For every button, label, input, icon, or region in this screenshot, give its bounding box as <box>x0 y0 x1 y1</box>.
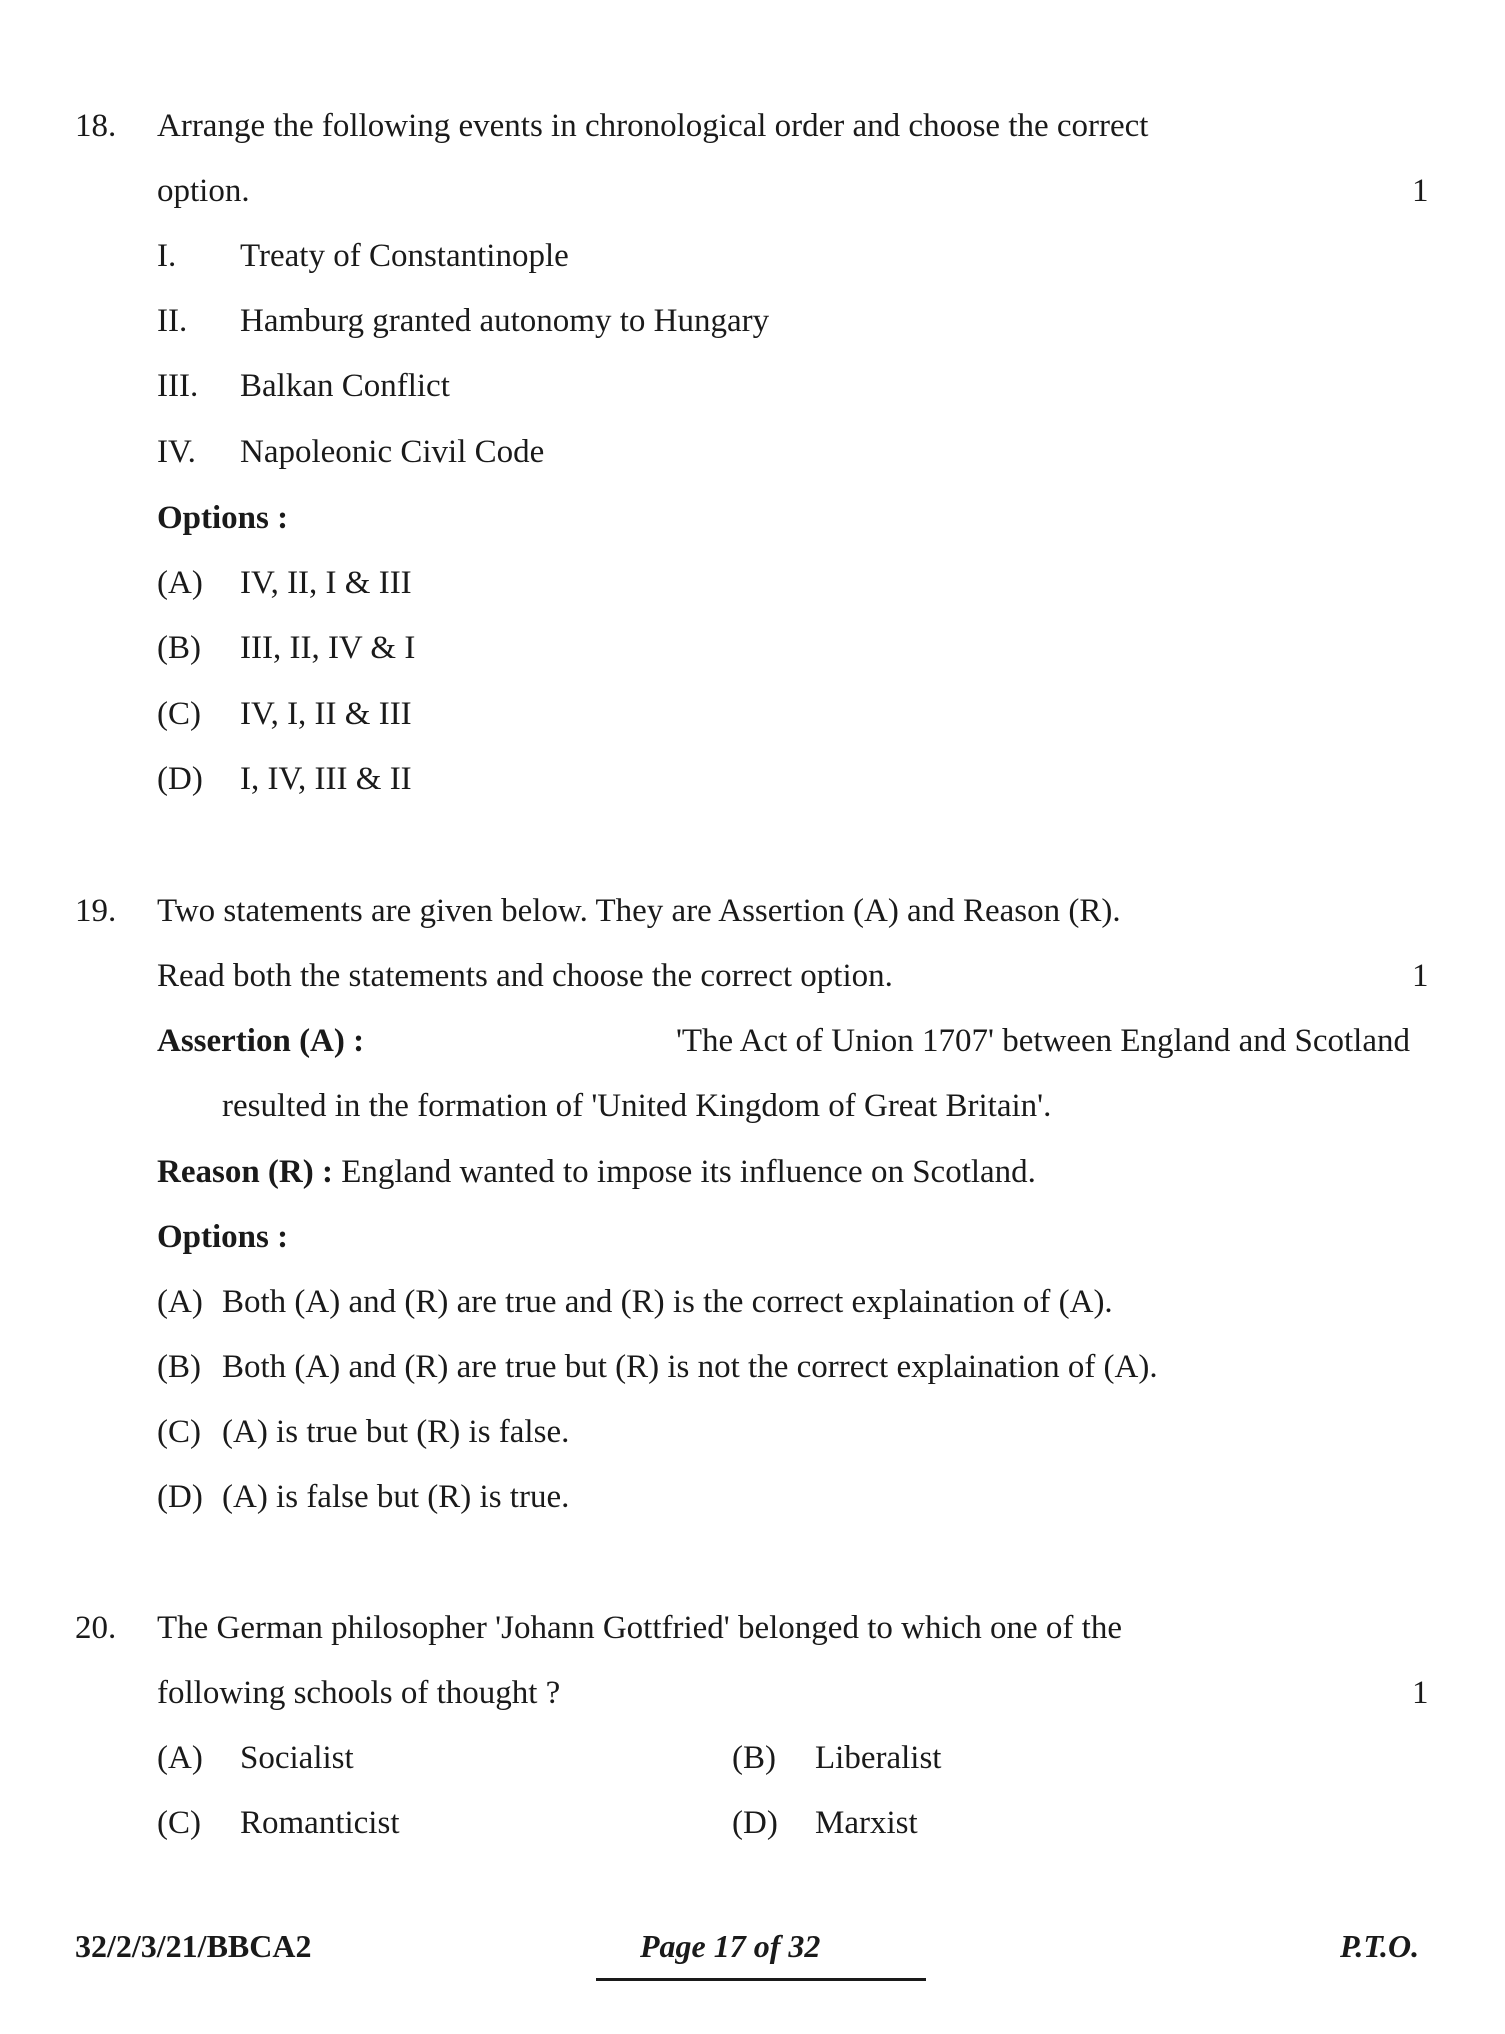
reason-label: Reason (R) : <box>157 1154 333 1190</box>
question-text-line-2: Read both the statements and choose the correct option. <box>157 958 893 994</box>
item-numeral: I. <box>157 238 177 274</box>
paper-code: 32/2/3/21/BBCA2 <box>75 1928 312 1964</box>
marks-value: 1 <box>1412 958 1429 994</box>
option-text: Both (A) and (R) are true and (R) is the correct explaination of (A). <box>222 1284 1113 1320</box>
options-heading: Options : <box>157 1219 289 1255</box>
question-text-line-1: Two statements are given below. They are Assertion (A) and Reason (R). <box>157 893 1121 929</box>
question-text-line-2: following schools of thought ? <box>157 1675 561 1711</box>
question-text-line-1: The German philosopher 'Johann Gottfried' belonged to which one of the <box>157 1610 1122 1646</box>
option-text: IV, II, I & III <box>240 565 412 601</box>
option-text: Romanticist <box>240 1805 400 1841</box>
question-number: 20. <box>75 1610 117 1646</box>
question-number: 19. <box>75 893 117 929</box>
question-number: 18. <box>75 108 117 144</box>
reason-line <box>157 1154 1036 1191</box>
options-heading: Options : <box>157 500 289 536</box>
option-letter: (A) <box>157 1284 203 1320</box>
item-text: Balkan Conflict <box>240 368 450 404</box>
option-text: Liberalist <box>815 1740 942 1776</box>
assertion-label: Assertion (A) : <box>157 1023 365 1059</box>
item-text: Napoleonic Civil Code <box>240 434 545 470</box>
option-text: Both (A) and (R) are true but (R) is not the correct explaination of (A). <box>222 1349 1158 1385</box>
option-letter: (B) <box>732 1740 776 1776</box>
item-numeral: III. <box>157 368 199 404</box>
reason-text: England wanted to impose its influence on Scotland. <box>341 1154 1036 1190</box>
option-letter: (D) <box>732 1805 778 1841</box>
option-text: Marxist <box>815 1805 918 1841</box>
marks-value: 1 <box>1412 173 1429 209</box>
option-letter: (C) <box>157 1805 201 1841</box>
option-letter: (B) <box>157 630 201 666</box>
option-text: I, IV, III & II <box>240 761 412 797</box>
marks-value: 1 <box>1412 1675 1429 1711</box>
option-letter: (D) <box>157 761 203 797</box>
option-text: IV, I, II & III <box>240 696 412 732</box>
item-text: Hamburg granted autonomy to Hungary <box>240 303 770 339</box>
option-letter: (C) <box>157 1414 201 1450</box>
assertion-line <box>157 1023 1410 1060</box>
page-number-underline <box>596 1978 926 1981</box>
pto-label: P.T.O. <box>1340 1928 1420 1964</box>
option-text: (A) is true but (R) is false. <box>222 1414 570 1450</box>
option-text: III, II, IV & I <box>240 630 416 666</box>
assertion-text-line-2: resulted in the formation of 'United Kingdom of Great Britain'. <box>222 1088 1052 1124</box>
assertion-text-line-1: 'The Act of Union 1707' between England and Scotland <box>675 1023 1410 1059</box>
option-letter: (D) <box>157 1479 203 1515</box>
item-text: Treaty of Constantinople <box>240 238 569 274</box>
option-text: (A) is false but (R) is true. <box>222 1479 570 1515</box>
item-numeral: IV. <box>157 434 196 470</box>
page-number: Page 17 of 32 <box>640 1928 821 1964</box>
option-text: Socialist <box>240 1740 354 1776</box>
option-letter: (C) <box>157 696 201 732</box>
question-text-line-2: option. <box>157 173 250 209</box>
option-letter: (A) <box>157 1740 203 1776</box>
question-text-line-1: Arrange the following events in chronological order and choose the correct <box>157 108 1149 144</box>
item-numeral: II. <box>157 303 188 339</box>
option-letter: (B) <box>157 1349 201 1385</box>
option-letter: (A) <box>157 565 203 601</box>
